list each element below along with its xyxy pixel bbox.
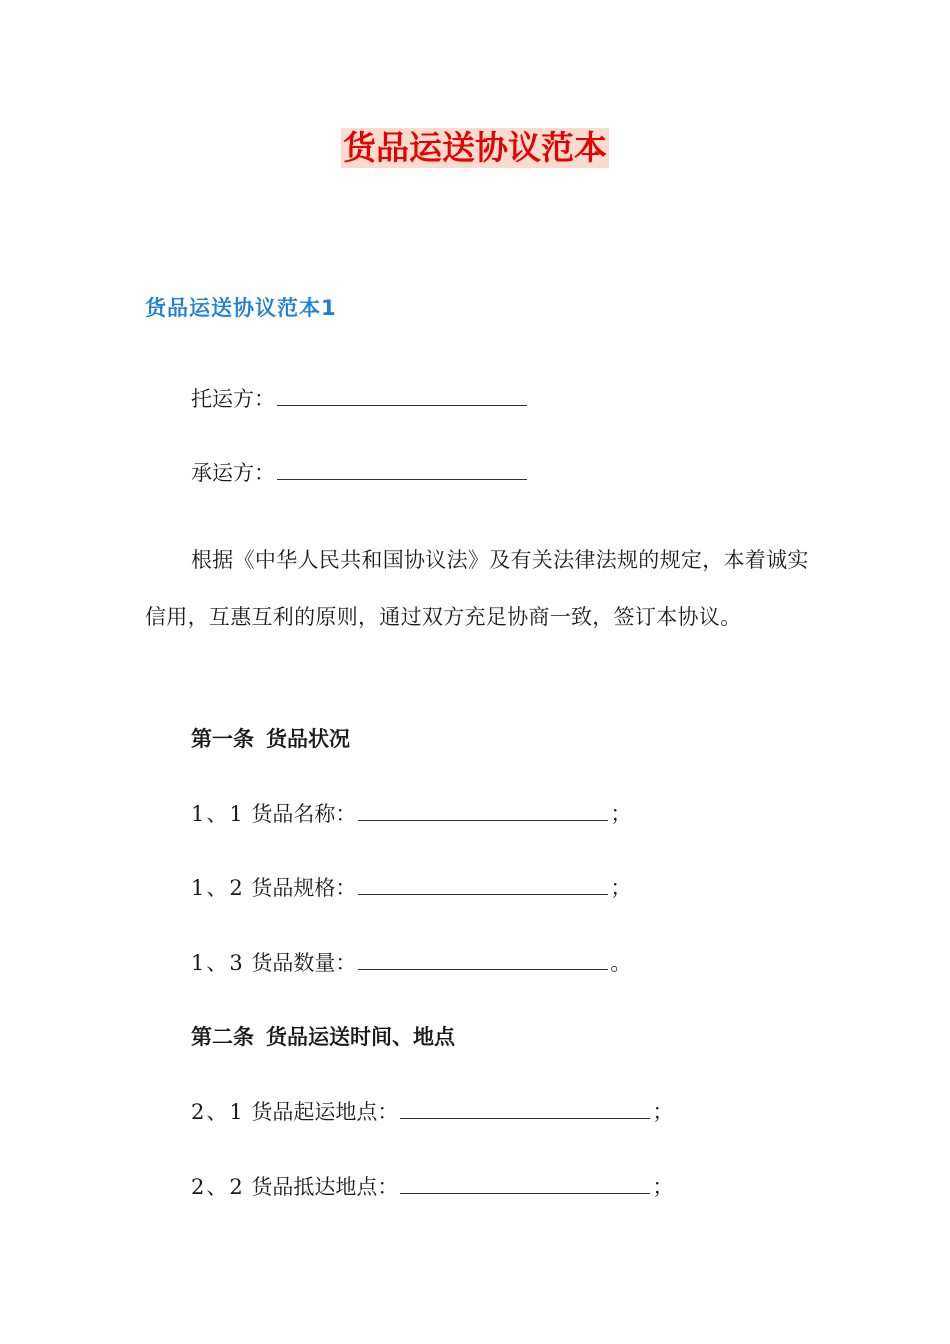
title-container	[0, 128, 950, 168]
item-label: 货品规格：	[251, 876, 357, 900]
item-blank	[358, 949, 608, 970]
item-2-2	[191, 1172, 673, 1202]
item-label: 货品抵达地点：	[251, 1175, 399, 1199]
carrier-label: 承运方：	[191, 461, 275, 485]
item-1-1	[191, 799, 631, 829]
item-number: 1、2	[191, 876, 245, 900]
article-2-number: 第二条	[191, 1025, 254, 1049]
item-1-3	[191, 948, 631, 978]
item-end: 。	[610, 951, 632, 975]
item-end: ；	[610, 876, 632, 900]
section-heading: 货品运送协议范本1	[145, 296, 337, 320]
item-label: 货品名称：	[251, 802, 357, 826]
item-label: 货品数量：	[251, 951, 357, 975]
item-number: 1、1	[191, 802, 245, 826]
item-number: 1、3	[191, 951, 245, 975]
article-2-heading	[191, 1022, 455, 1052]
item-number: 2、2	[191, 1175, 245, 1199]
item-end: ；	[652, 1100, 674, 1124]
consignor-label: 托运方：	[191, 387, 275, 411]
consignor-line	[191, 384, 529, 414]
preamble-paragraph: 根据《中华人民共和国协议法》及有关法律法规的规定，本着诚实信用，互惠互利的原则，通过双方充足协商一致，签订本协议。	[145, 548, 809, 629]
article-2-title: 货品运送时间、地点	[266, 1025, 455, 1049]
item-label: 货品起运地点：	[251, 1100, 399, 1124]
article-1-number: 第一条	[191, 727, 254, 751]
carrier-line	[191, 458, 529, 488]
carrier-blank	[277, 459, 527, 480]
item-1-2	[191, 873, 631, 903]
item-end: ；	[652, 1175, 674, 1199]
item-2-1	[191, 1097, 673, 1127]
item-number: 2、1	[191, 1100, 245, 1124]
document-title: 货品运送协议范本	[343, 128, 607, 167]
item-end: ；	[610, 802, 632, 826]
consignor-blank	[277, 385, 527, 406]
article-1-heading	[191, 724, 350, 754]
item-blank	[358, 874, 608, 895]
item-blank	[400, 1098, 650, 1119]
item-blank	[400, 1173, 650, 1194]
article-1-title: 货品状况	[266, 727, 350, 751]
item-blank	[358, 800, 608, 821]
